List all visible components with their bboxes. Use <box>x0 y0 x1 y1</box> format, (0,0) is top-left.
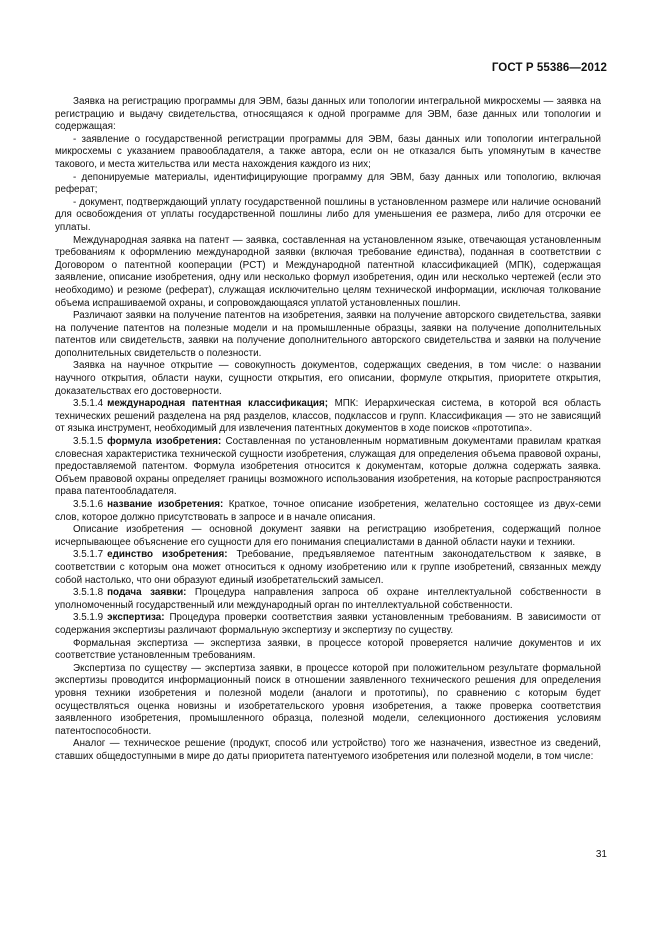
paragraph: Формальная экспертиза — экспертиза заявки, в процессе которой проверяется наличие документов и их соответствие установленным требованиям. <box>55 637 601 662</box>
definition-paragraph: 3.5.1.4 международная патентная классификация; МПК: Иерархическая система, в которой вся область технических решений разделена на ряд разделов, классов, подклассов и групп. Классификация — это не зависящий от языка инструмент, необходимый для извлечения патентных документов в ходе поисков «прототипа». <box>55 398 602 435</box>
term: экспертиза: <box>107 612 165 624</box>
definition-paragraph: 3.5.1.8 подача заявки: Процедура направления запроса об охране интеллектуальной собственности в уполномоченный государственный или международный орган по интеллектуальной собственности. <box>55 587 601 611</box>
document-body <box>55 96 601 763</box>
paragraph: Заявка на регистрацию программы для ЭВМ, базы данных или топологии интегральной микросхемы — заявка на регистрацию и выдачу свидетельства, относящаяся к одной программе для ЭВМ, базе данных или топологии и содержащая: <box>55 96 601 133</box>
clause-number: 3.5.1.6 <box>73 499 104 510</box>
page-number: 31 <box>595 849 607 860</box>
paragraph: Заявка на научное открытие — совокупность документов, содержащих сведения, в том числе: о названии научного открытия, области науки, сущности открытия, его описании, формуле открытия, приоритете открытия, доказательствах его достоверности. <box>55 360 601 397</box>
clause-number: 3.5.1.7 <box>73 549 104 561</box>
paragraph: Аналог — техническое решение (продукт, способ или устройство) того же назначения, известное из сведений, ставших общедоступными в мире до даты приоритета патентуемого изобретения или полезной модели, в том числе: <box>55 738 601 762</box>
paragraph: - документ, подтверждающий уплату государственной пошлины в установленном размере или наличие оснований для освобождения от уплаты государственной пошлины либо для уменьшения ее размера, либо для отсрочки ее уплаты. <box>55 196 601 233</box>
clause-number: 3.5.1.9 <box>73 612 104 624</box>
clause-number: 3.5.1.8 <box>73 587 104 599</box>
paragraph: Экспертиза по существу — экспертиза заявки, в процессе которой при положительном результате формальной экспертизы проводится информационный поиск в отношении заявленного технического решения для определения уровня техники изобретения и полезной модели (аналоги и прототипы), по сравнению с которым будет осуществляться оценка новизны и изобретательского уровня изобретения, а также проверка соответствия заявленного изобретения, промышленного образца, полезной модели, селекционного достижения условиям патентоспособности. <box>55 662 601 737</box>
definition-paragraph: 3.5.1.7 единство изобретения: Требование, предъявляемое патентным законодательством к заявке, в соответствии с которым она может относиться к одному изобретению или к группе изобретений, связанных между собой настолько, что они образуют единый изобретательский замысел. <box>55 549 601 586</box>
term: международная патентная классификация; <box>107 398 329 410</box>
clause-number: 3.5.1.5 <box>73 436 104 448</box>
definition-paragraph: 3.5.1.6 название изобретения: Краткое, точное описание изобретения, желательно состоящее из двух-семи слов, которое должно присутствовать в запросе и в начале описания. <box>55 499 601 523</box>
paragraph: Различают заявки на получение патентов на изобретения, заявки на получение авторского свидетельства, заявки на получение патентов на полезные модели и на промышленные образцы, заявки на получение дополнительных патентов или свидетельств, заявки на получение дополнительного авторского свидетельства и заявки на получение дополнительных свидетельств о полезности. <box>55 310 601 359</box>
definition-paragraph: 3.5.1.5 формула изобретения: Составленная по установленным нормативным документами правилам краткая словесная характеристика технической сущности изобретения, служащая для определения объема правовой охраны, предоставляемой патентом. Формула изобретения относится к документам, которые должна содержать заявка. Объем правовой охраны определяет границы возможного использования изобретения, на которые распространяются права патентообладателя. <box>55 436 601 498</box>
paragraph: Международная заявка на патент — заявка, составленная на установленном языке, отвечающая установленным требованиям к оформлению международной заявки (включая требование единства), поданная в соответствии с Договором о патентной кооперации (PCT) и Международной патентной классификацией (МПК), содержащая заявление, описание изобретения, одну или несколько формул изобретения, один или несколько чертежей (если это необходимо) и резюме (реферат), служащая исключительно целям технической информации, исключая толкование объема испрашиваемой охраны, и сопровождающаяся уплатой установленных пошлин. <box>55 234 601 309</box>
term: формула изобретения: <box>107 436 222 448</box>
term: единство изобретения: <box>107 549 228 561</box>
definition-paragraph: 3.5.1.9 экспертиза: Процедура проверки соответствия заявки установленным требованиям. В зависимости от содержания экспертизы различают формальную экспертизу и экспертизу по существу. <box>55 612 601 636</box>
term: название изобретения: <box>107 499 224 510</box>
paragraph: Описание изобретения — основной документ заявки на регистрацию изобретения, содержащий полное исчерпывающее объяснение его сущности для его понимания специалистами в данной области науки и техники. <box>55 524 601 548</box>
paragraph: - депонируемые материалы, идентифицирующие программу для ЭВМ, базу данных или топологию, включая реферат; <box>55 171 601 196</box>
standard-header: ГОСТ Р 55386—2012 <box>491 62 607 74</box>
term: подача заявки: <box>107 587 187 599</box>
clause-number: 3.5.1.4 <box>73 398 104 410</box>
paragraph: - заявление о государственной регистрации программы для ЭВМ, базы данных или топологии интегральной микросхемы с указанием правообладателя, а также автора, если он не отказался быть упомянутым в качестве такового, и места жительства или места нахождения каждого из них; <box>55 133 601 170</box>
